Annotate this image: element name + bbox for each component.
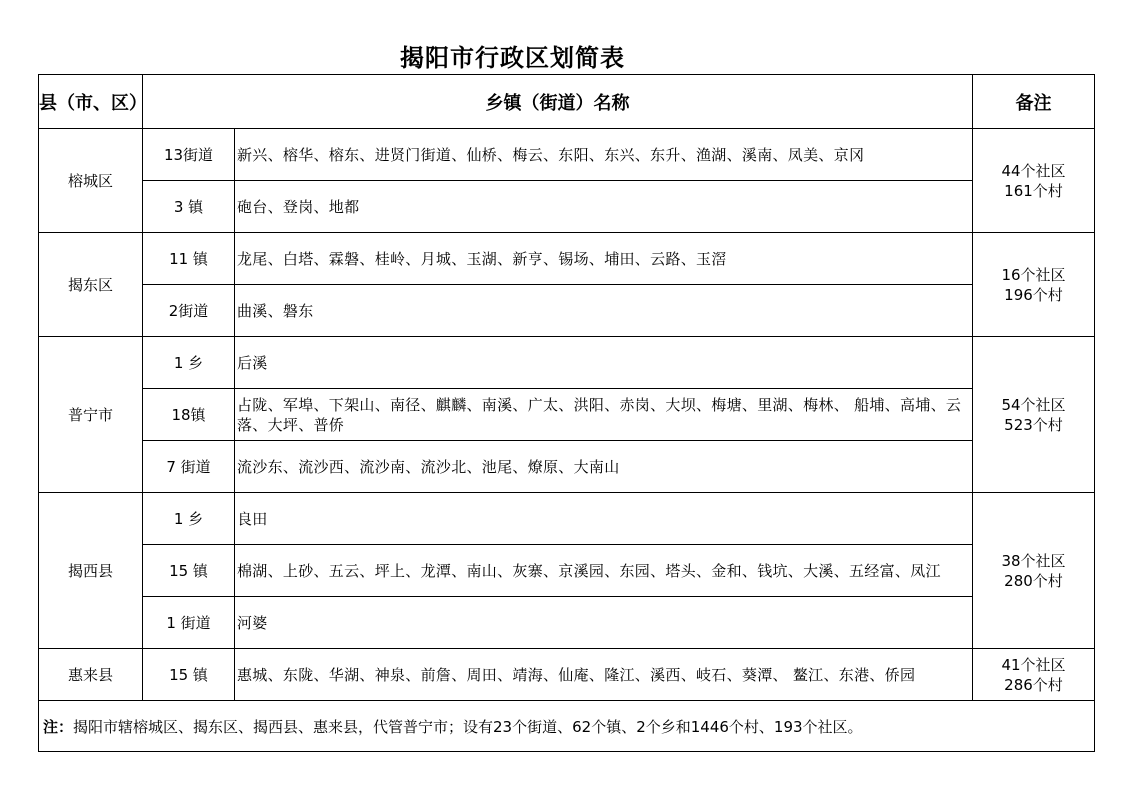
names-cell: 砲台、登岗、地都 bbox=[235, 181, 973, 233]
county-cell: 揭东区 bbox=[39, 233, 143, 337]
table-row bbox=[39, 129, 1095, 181]
footer-row bbox=[39, 701, 1095, 752]
note-cell bbox=[973, 337, 1095, 493]
names-cell: 曲溪、磐东 bbox=[235, 285, 973, 337]
header-county: 县（市、区） bbox=[39, 75, 143, 129]
names-cell: 惠城、东陇、华湖、神泉、前詹、周田、靖海、仙庵、隆江、溪西、岐石、葵潭、 鳌江、东港、侨园 bbox=[235, 649, 973, 701]
table-row bbox=[39, 649, 1095, 701]
county-cell: 惠来县 bbox=[39, 649, 143, 701]
note-communities: 54个社区 bbox=[1001, 395, 1066, 414]
type-cell: 1 乡 bbox=[143, 493, 235, 545]
type-cell: 15 镇 bbox=[143, 545, 235, 597]
names-cell: 良田 bbox=[235, 493, 973, 545]
type-cell: 11 镇 bbox=[143, 233, 235, 285]
note-communities: 16个社区 bbox=[1001, 265, 1066, 284]
admin-division-table bbox=[38, 74, 1095, 752]
table-row bbox=[39, 389, 1095, 441]
note-cell bbox=[973, 129, 1095, 233]
type-cell: 13街道 bbox=[143, 129, 235, 181]
note-villages: 161个村 bbox=[1004, 181, 1063, 200]
note-villages: 523个村 bbox=[1004, 415, 1063, 434]
names-cell: 棉湖、上砂、五云、坪上、龙潭、南山、灰寨、京溪园、东园、塔头、金和、钱坑、大溪、五经富、凤江 bbox=[235, 545, 973, 597]
table-row bbox=[39, 337, 1095, 389]
type-cell: 1 乡 bbox=[143, 337, 235, 389]
note-cell bbox=[973, 493, 1095, 649]
note-cell bbox=[973, 649, 1095, 701]
type-cell: 2街道 bbox=[143, 285, 235, 337]
table-row bbox=[39, 493, 1095, 545]
note-villages: 280个村 bbox=[1004, 571, 1063, 590]
footer-text: 揭阳市辖榕城区、揭东区、揭西县、惠来县，代管普宁市；设有23个街道、62个镇、2个乡和1446个村、193个社区。 bbox=[73, 717, 863, 736]
header-names: 乡镇（街道）名称 bbox=[143, 75, 973, 129]
type-cell: 3 镇 bbox=[143, 181, 235, 233]
note-communities: 44个社区 bbox=[1001, 161, 1066, 180]
note-villages: 286个村 bbox=[1004, 675, 1063, 694]
footer-cell bbox=[39, 701, 1095, 752]
type-cell: 15 镇 bbox=[143, 649, 235, 701]
names-cell: 新兴、榕华、榕东、进贤门街道、仙桥、梅云、东阳、东兴、东升、渔湖、溪南、凤美、京冈 bbox=[235, 129, 973, 181]
note-communities: 41个社区 bbox=[1001, 655, 1066, 674]
names-cell: 占陇、军埠、下架山、南径、麒麟、南溪、广太、洪阳、赤岗、大坝、梅塘、里湖、梅林、 船埔、高埔、云落、大坪、普侨 bbox=[235, 389, 973, 441]
names-cell: 河婆 bbox=[235, 597, 973, 649]
names-cell: 后溪 bbox=[235, 337, 973, 389]
note-communities: 38个社区 bbox=[1001, 551, 1066, 570]
type-cell: 1 街道 bbox=[143, 597, 235, 649]
type-cell: 18镇 bbox=[143, 389, 235, 441]
table-row bbox=[39, 597, 1095, 649]
names-cell: 龙尾、白塔、霖磐、桂岭、月城、玉湖、新亨、锡场、埔田、云路、玉滘 bbox=[235, 233, 973, 285]
note-cell bbox=[973, 233, 1095, 337]
table-row bbox=[39, 545, 1095, 597]
table-row bbox=[39, 233, 1095, 285]
table-row bbox=[39, 441, 1095, 493]
note-villages: 196个村 bbox=[1004, 285, 1063, 304]
page-title bbox=[0, 38, 1131, 73]
footer-label: 注： bbox=[43, 717, 74, 736]
county-cell: 榕城区 bbox=[39, 129, 143, 233]
names-cell: 流沙东、流沙西、流沙南、流沙北、池尾、燎原、大南山 bbox=[235, 441, 973, 493]
title-text: 揭阳市行政区划简表 bbox=[400, 43, 625, 72]
table-row bbox=[39, 181, 1095, 233]
header-row bbox=[39, 75, 1095, 129]
type-cell: 7 街道 bbox=[143, 441, 235, 493]
header-note: 备注 bbox=[973, 75, 1095, 129]
county-cell: 普宁市 bbox=[39, 337, 143, 493]
county-cell: 揭西县 bbox=[39, 493, 143, 649]
table-row bbox=[39, 285, 1095, 337]
